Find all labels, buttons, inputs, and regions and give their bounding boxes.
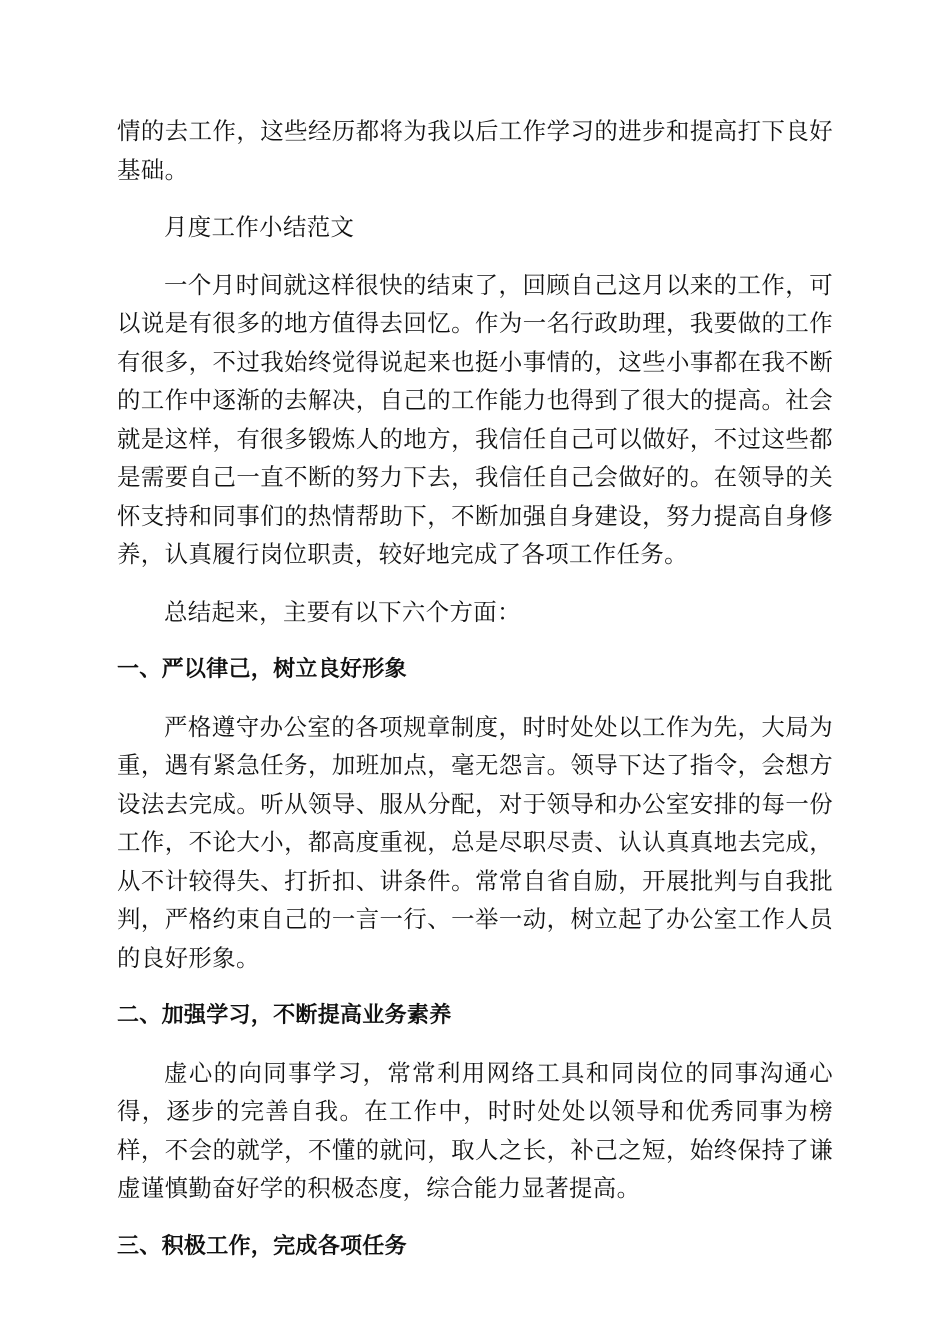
intro-paragraph: 一个月时间就这样很快的结束了，回顾自己这月以来的工作，可以说是有很多的地方值得去回忆。作为一名行政助理，我要做的工作有很多，不过我始终觉得说起来也挺小事情的，这些小事都在我不断的工作中逐渐的去解决，自己的工作能力也得到了很大的提高。社会就是这样，有很多锻炼人的地方，我信任自己可以做好，不过这些都是需要自己一直不断的努力下去，我信任自己会做好的。在领导的关怀支持和同事们的热情帮助下，不断加强自身建设，努力提高自身修养，认真履行岗位职责，较好地完成了各项工作任务。 — [117, 270, 833, 568]
section-heading-3: 三、积极工作，完成各项任务 — [117, 1232, 407, 1259]
section-heading-1: 一、严以律己，树立良好形象 — [117, 656, 407, 682]
document-page — [117, 112, 833, 1265]
article-title: 月度工作小结范文 — [164, 213, 355, 241]
section-body-1: 严格遵守办公室的各项规章制度，时时处处以工作为先，大局为重，遇有紧急任务，加班加点，毫无怨言。领导下达了指令，会想方设法去完成。听从领导、服从分配，对于领导和办公室安排的每一份工作，不论大小，都高度重视，总是尽职尽责、认认真真地去完成，从不计较得失、打折扣、讲条件。常常自省自励，开展批判与自我批判，严格约束自己的一言一行、一举一动，树立起了办公室工作人员的良好形象。 — [117, 712, 833, 972]
continuation-paragraph: 情的去工作，这些经历都将为我以后工作学习的进步和提高打下良好基础。 — [117, 117, 833, 184]
summary-intro: 总结起来，主要有以下六个方面： — [164, 597, 521, 626]
section-heading-2: 二、加强学习，不断提高业务素养 — [117, 1002, 452, 1028]
section-body-2: 虚心的向同事学习，常常利用网络工具和同岗位的同事沟通心得，逐步的完善自我。在工作中，时时处处以领导和优秀同事为榜样，不会的就学，不懂的就问，取人之长，补己之短，始终保持了谦虚谨慎勤奋好学的积极态度，综合能力显著提高。 — [117, 1058, 833, 1202]
